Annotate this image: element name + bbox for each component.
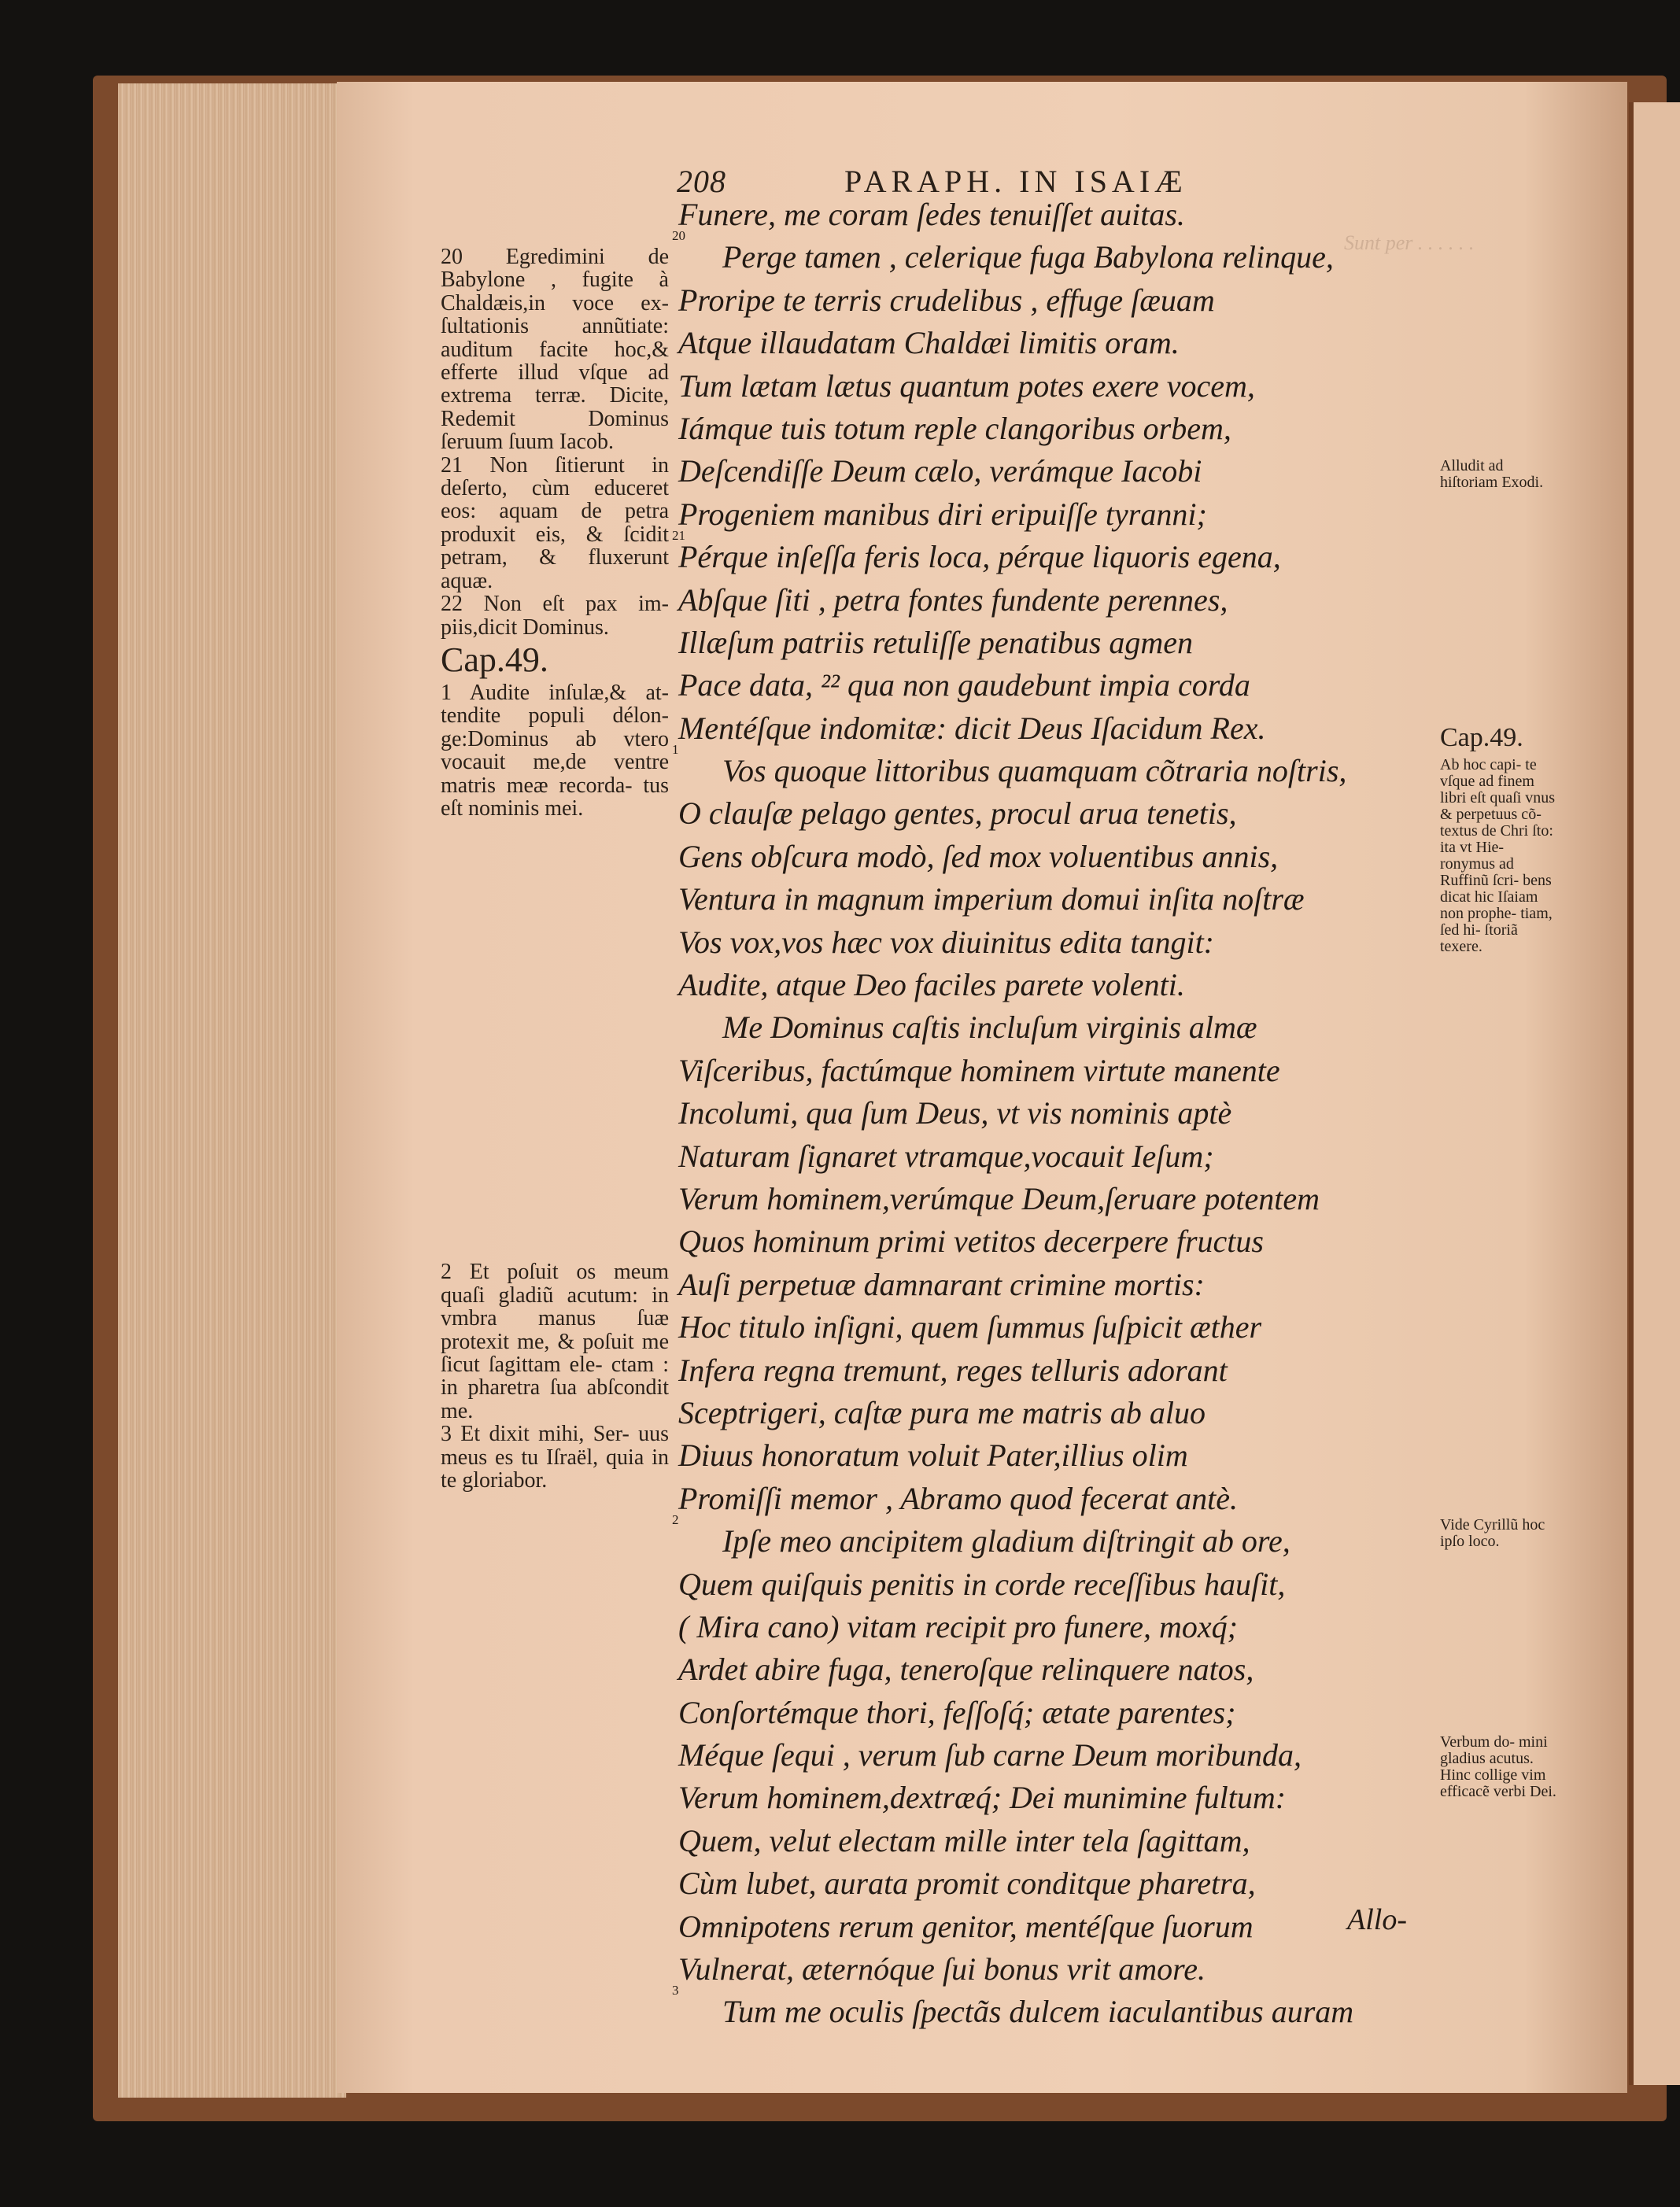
poem-line	[672, 228, 1457, 279]
poem-line	[678, 322, 1457, 364]
poem-line	[678, 1349, 1457, 1392]
poem-line	[678, 1606, 1457, 1648]
left-chapter-heading: Cap.49.	[441, 640, 548, 679]
poem-line	[678, 1648, 1457, 1691]
poem-line-text: Omnipotens rerum genitor, mentéſque ſuorum	[678, 1908, 1254, 1944]
poem-line-text: Iámque tuis totum reple clangoribus orbem,	[678, 410, 1231, 446]
poem-line-text: Funere, me coram ſedes tenuiſſet auitas.	[678, 197, 1185, 232]
poem-line-text: Auſi perpetuæ damnarant crimine mortis:	[678, 1266, 1205, 1302]
poem-line-text: Vulnerat, æternóque ſui bonus vrit amore.	[678, 1951, 1206, 1987]
poem-line-text: Diuus honoratum voluit Pater,illius olim	[678, 1438, 1188, 1474]
bleed-through-text: Sunt per . . . . . .	[1344, 231, 1475, 254]
poem-line-text: Ardet abire fuga, teneroſque relinquere natos,	[678, 1652, 1254, 1688]
facing-page-edge	[1629, 102, 1680, 2085]
poem-line-text: Progeniem manibus diri eripuiſſe tyranni;	[678, 496, 1207, 532]
poem-line-text: Proripe te terris crudelibus , effuge ſæuam	[678, 282, 1215, 318]
left-verse-21: 21 Non ſitierunt in deſerto, cùm educeret eos: aquam de petra produxit eis, & ſcidit petram, & fluxerunt aquæ.	[441, 452, 669, 593]
poem-line	[678, 964, 1457, 1006]
poem-line-text: Illæſum patriis retuliſſe penatibus agmen	[678, 624, 1194, 660]
poem-line	[678, 1006, 1457, 1049]
verse-number: 20	[672, 228, 685, 244]
margin-note-verbum: Verbum do- mini gladius acutus. Hinc collige vim efficacẽ verbi Dei.	[1440, 1733, 1556, 1800]
poem-line	[678, 1434, 1457, 1477]
poem-line-text: Verum hominem,verúmque Deum,ſeruare potentem	[678, 1180, 1320, 1216]
verse-number: 21	[672, 528, 685, 544]
poem-line-text: Viſceribus, factúmque hominem virtute manente	[678, 1052, 1280, 1088]
poem-line	[672, 1983, 1457, 2033]
poem-line	[678, 1050, 1457, 1092]
poem-line-text: Promiſſi memor , Abramo quod fecerat antè.	[678, 1480, 1239, 1516]
poem-line	[678, 1948, 1457, 1991]
poem-line-text: Incolumi, qua ſum Deus, vt vis nominis aptè	[678, 1095, 1232, 1131]
poem-line-text: Abſque ſiti , petra fontes fundente perennes,	[678, 581, 1228, 618]
poem-line-text: Deſcendiſſe Deum cælo, verámque Iacobi	[678, 453, 1202, 489]
poem-line-text: Verum hominem,dextræq́; Dei munimine fultum:	[678, 1780, 1287, 1816]
poem-line-text: Méque ſequi , verum ſub carne Deum moribunda,	[678, 1737, 1302, 1773]
poem-line-text: Pace data, ²² qua non gaudebunt impia corda	[678, 667, 1250, 703]
poem-line	[678, 921, 1457, 964]
verse-number: 1	[672, 742, 679, 758]
poem-line	[678, 1392, 1457, 1434]
poem-line-text: Tum lætam lætus quantum potes exere vocem,	[678, 367, 1255, 404]
poem-line	[678, 450, 1457, 493]
poem-line-text: Audite, atque Deo faciles parete volenti.	[678, 967, 1185, 1003]
poem-line	[678, 1135, 1457, 1178]
poem-line	[672, 1512, 1457, 1563]
poem-line	[678, 878, 1457, 921]
poem-line-text: Tum me oculis ſpectãs dulcem iaculantibus auram	[722, 1994, 1354, 2030]
poem-line-text: Me Dominus caſtis incluſum virginis almæ	[722, 1009, 1257, 1046]
main-poem-column	[672, 194, 1457, 2034]
poem-line	[678, 1777, 1457, 1819]
poem-line-text: Sceptrigeri, caſtæ pura me matris ab aluo	[678, 1394, 1206, 1430]
poem-line	[678, 408, 1457, 450]
poem-line	[678, 493, 1457, 536]
poem-line	[678, 1178, 1457, 1220]
page-edges	[118, 83, 346, 2098]
poem-line-text: Atque illaudatam Chaldæi limitis oram.	[678, 325, 1180, 361]
poem-line	[678, 1734, 1457, 1777]
left-verse-20: 20 Egredimini de Babylone , fugite à Chaldæis,in voce ex- ſultationis annũtiate: auditum facite hoc,& efferte illud vſque ad extrema terræ. Dicite, Redemit Dominus ſeruum ſuum Iacob.	[441, 245, 669, 455]
margin-note-cyril: Vide Cyrillũ hoc ipſo loco.	[1440, 1516, 1545, 1550]
poem-line	[672, 742, 1457, 792]
verse-number: 3	[672, 1983, 679, 1998]
poem-line-text: Infera regna tremunt, reges telluris adorant	[678, 1352, 1228, 1388]
poem-line-text: Quem quiſquis penitis in corde receſſibus hauſit,	[678, 1566, 1286, 1602]
poem-line	[678, 279, 1457, 322]
verse-number: 2	[672, 1512, 679, 1528]
left-verse-3: 3 Et dixit mihi, Ser- uus meus es tu Iſraël, quia in te gloriabor.	[441, 1422, 669, 1493]
poem-line-text: Vos quoque littoribus quamquam cõtraria noſtris,	[722, 753, 1347, 789]
poem-line	[678, 1220, 1457, 1263]
poem-line-text: Conſortémque thori, feſſoſq́; ætate parentes;	[678, 1694, 1236, 1730]
poem-line	[672, 528, 1457, 578]
poem-line	[678, 579, 1457, 622]
poem-line	[678, 707, 1457, 750]
poem-line	[678, 792, 1457, 835]
poem-line-text: Cùm lubet, aurata promit conditque pharetra,	[678, 1866, 1256, 1902]
running-title: PARAPH. IN ISAIÆ	[844, 164, 1187, 199]
poem-line	[678, 1820, 1457, 1862]
margin-note-exodus: Alludit ad hiſtoriam Exodi.	[1440, 457, 1544, 491]
left-verse-22: 22 Non eſt pax im- piis,dicit Dominus.	[441, 592, 669, 640]
poem-line-text: Ventura in magnum imperium domui inſita noſtræ	[678, 881, 1305, 917]
poem-line	[678, 1478, 1457, 1520]
poem-line-text: Pérque inſeſſa feris loca, pérque liquoris egena,	[678, 539, 1281, 575]
poem-line	[678, 365, 1457, 408]
poem-line-text: Perge tamen , celerique fuga Babylona relinque,	[722, 239, 1334, 275]
poem-line-text: Naturam ſignaret vtramque,vocauit Ieſum;	[678, 1138, 1214, 1174]
poem-line	[678, 1306, 1457, 1349]
poem-line	[678, 1906, 1457, 1948]
poem-line	[678, 1092, 1457, 1135]
poem-line	[678, 1862, 1457, 1905]
poem-line	[678, 622, 1457, 664]
poem-line	[678, 1692, 1457, 1734]
page-number: 208	[677, 164, 726, 199]
poem-line	[678, 664, 1457, 707]
poem-line	[678, 1264, 1457, 1306]
poem-line-text: Quem, velut electam mille inter tela ſagittam,	[678, 1822, 1250, 1858]
margin-chapter-heading: Cap.49.	[1440, 723, 1523, 752]
poem-line	[678, 194, 1457, 236]
poem-line-text: Ipſe meo ancipitem gladium diſtringit ab ore,	[722, 1523, 1290, 1559]
poem-line	[678, 1563, 1457, 1606]
left-verse-1: 1 Audite inſulæ,& at- tendite populi délon- ge:Dominus ab vtero vocauit me,de ventre matris meæ recorda- tus eſt nominis mei.	[441, 680, 669, 821]
left-verse-2: 2 Et poſuit os meum quaſi gladiũ acutum: in vmbra manus ſuæ protexit me, & poſuit me ſicut ſagittam ele- ctam : in pharetra ſua abſcondit me.	[441, 1260, 669, 1423]
margin-note-hieronymus: Ab hoc capi- te vſque ad finem libri eſt quaſi vnus & perpetuus cõ- textus de Chri ſto: ita vt Hie- ronymus ad Ruffinũ ſcri- bens dicat hic Iſaiam non prophe- tiam, ſed hi- ſtoriã texere.	[1440, 756, 1556, 955]
poem-line-text: Vos vox,vos hæc vox diuinitus edita tangit:	[678, 924, 1214, 960]
poem-line-text: Mentéſque indomitæ: dicit Deus Iſacidum Rex.	[678, 710, 1266, 746]
poem-line-text: Hoc titulo inſigni, quem ſummus ſuſpicit æther	[678, 1309, 1262, 1345]
poem-line-text: Quos hominum primi vetitos decerpere fructus	[678, 1223, 1264, 1260]
catchword: Allo-	[1347, 1903, 1407, 1936]
poem-line-text: O clauſæ pelago gentes, procul arua tenetis,	[678, 795, 1237, 832]
left-margin-column	[441, 245, 669, 1492]
poem-line-text: Gens obſcura modò, ſed mox voluentibus annis,	[678, 838, 1279, 874]
poem-line-text: ( Mira cano) vitam recipit pro funere, moxq́;	[678, 1608, 1238, 1644]
poem-line	[678, 836, 1457, 878]
